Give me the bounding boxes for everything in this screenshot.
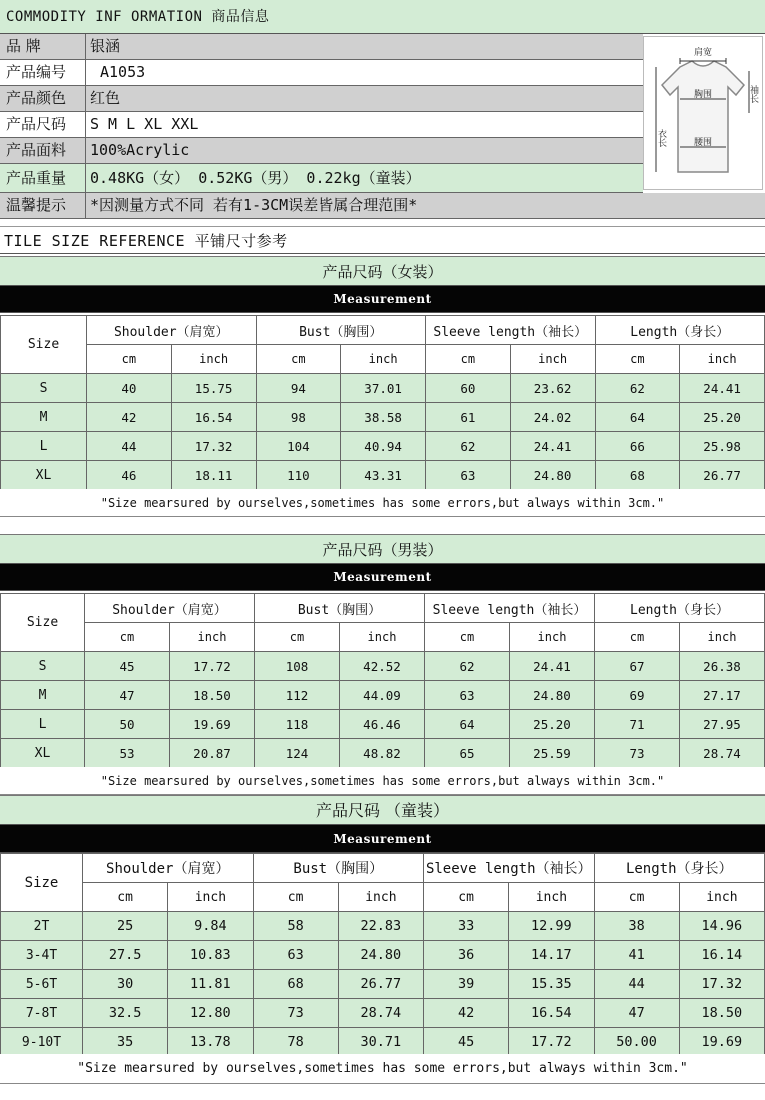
value-cell: 32.5: [83, 999, 168, 1028]
value-cell: 16.54: [509, 999, 594, 1028]
value-cell: 124: [255, 739, 340, 768]
unit-inch: inch: [679, 883, 764, 912]
value-cell: 48.82: [340, 739, 425, 768]
value-cell: 67: [595, 652, 680, 681]
value-cell: 17.72: [170, 652, 255, 681]
length-header: Length（身长）: [595, 316, 765, 345]
value-cell: 42: [87, 403, 172, 432]
value-cell: 27.5: [83, 941, 168, 970]
value-cell: 69: [595, 681, 680, 710]
value-cell: 94: [256, 374, 341, 403]
value-cell: 45: [85, 652, 170, 681]
value-cell: 63: [253, 941, 338, 970]
women-section-title: 产品尺码（女装）: [0, 256, 765, 286]
value-cell: 62: [426, 432, 511, 461]
size-cell: 3-4T: [1, 941, 83, 970]
size-cell: M: [1, 403, 87, 432]
kids-measure-note: "Size mearsured by ourselves,sometimes has some errors,but always within 3cm.": [0, 1054, 765, 1084]
value-cell: 33: [424, 912, 509, 941]
value-cell: 15.35: [509, 970, 594, 999]
sleeve-header: Sleeve length（袖长）: [425, 594, 595, 623]
value-cell: 62: [595, 374, 680, 403]
size-cell: XL: [1, 461, 87, 490]
value-cell: 43.31: [341, 461, 426, 490]
unit-inch: inch: [510, 345, 595, 374]
unit-cm: cm: [595, 345, 680, 374]
table-row: [1, 374, 765, 403]
men-measure-note: "Size mearsured by ourselves,sometimes has some errors,but always within 3cm.": [0, 767, 765, 795]
unit-cm: cm: [256, 345, 341, 374]
table-row: [1, 1028, 765, 1057]
value-cell: 25.20: [680, 403, 765, 432]
info-row-fabric: [0, 138, 643, 164]
value-cell: 44.09: [340, 681, 425, 710]
length-header: Length（身长）: [594, 854, 765, 883]
value-cell: 118: [255, 710, 340, 739]
bust-header: Bust（胸围）: [255, 594, 425, 623]
value-cell: 27.95: [680, 710, 765, 739]
value-cell: 58: [253, 912, 338, 941]
value-cell: 12.80: [168, 999, 253, 1028]
value-cell: 65: [425, 739, 510, 768]
unit-inch: inch: [680, 623, 765, 652]
table-row: [1, 681, 765, 710]
unit-cm: cm: [253, 883, 338, 912]
value-cell: 40.94: [341, 432, 426, 461]
value-cell: 64: [425, 710, 510, 739]
value-cell: 50: [85, 710, 170, 739]
value-cell: 50.00: [594, 1028, 679, 1057]
value-cell: 42: [424, 999, 509, 1028]
size-cell: L: [1, 710, 85, 739]
info-row-color: [0, 86, 643, 112]
value-cell: 30.71: [338, 1028, 423, 1057]
value-cell: 61: [426, 403, 511, 432]
size-cell: 5-6T: [1, 970, 83, 999]
diagram-label-sleeve: 袖长: [748, 85, 758, 103]
value-cell: 110: [256, 461, 341, 490]
men-section-title: 产品尺码（男装）: [0, 534, 765, 564]
size-header: Size: [1, 854, 83, 912]
value-cell: 16.14: [679, 941, 764, 970]
value-cell: 98: [256, 403, 341, 432]
value-cell: 60: [426, 374, 511, 403]
size-cell: 2T: [1, 912, 83, 941]
length-header: Length（身长）: [595, 594, 765, 623]
value-cell: 14.17: [509, 941, 594, 970]
diagram-label-shoulder: 肩宽: [693, 48, 713, 58]
value-cell: 13.78: [168, 1028, 253, 1057]
value-cell: 45: [424, 1028, 509, 1057]
table-row: [1, 970, 765, 999]
value-cell: 66: [595, 432, 680, 461]
info-row-weight: [0, 164, 643, 193]
value-cell: 28.74: [338, 999, 423, 1028]
size-cell: S: [1, 374, 87, 403]
value-cell: 12.99: [509, 912, 594, 941]
tshirt-icon: [644, 37, 762, 189]
table-row: [1, 941, 765, 970]
info-label: 温馨提示: [0, 193, 86, 218]
value-cell: 38.58: [341, 403, 426, 432]
info-value: A1053: [100, 63, 146, 81]
size-cell: 9-10T: [1, 1028, 83, 1057]
men-measurement-bar: Measurement: [0, 564, 765, 591]
unit-cm: cm: [87, 345, 172, 374]
unit-cm: cm: [83, 883, 168, 912]
value-cell: 73: [253, 999, 338, 1028]
size-header: Size: [1, 316, 87, 374]
value-cell: 16.54: [171, 403, 256, 432]
sleeve-header: Sleeve length（袖长）: [426, 316, 596, 345]
kids-rows: [1, 912, 765, 1057]
value-cell: 26.77: [338, 970, 423, 999]
value-cell: 68: [595, 461, 680, 490]
value-cell: 68: [253, 970, 338, 999]
unit-cm: cm: [425, 623, 510, 652]
info-label: 产品面料: [0, 138, 86, 163]
value-cell: 47: [85, 681, 170, 710]
kids-section-title: 产品尺码 （童装）: [0, 795, 765, 825]
value-cell: 28.74: [680, 739, 765, 768]
shoulder-header: Shoulder（肩宽）: [87, 316, 257, 345]
diagram-label-length: 衣长: [656, 129, 666, 147]
value-cell: 108: [255, 652, 340, 681]
table-row: [1, 912, 765, 941]
info-row-tip: [0, 193, 765, 219]
value-cell: 24.41: [510, 432, 595, 461]
value-cell: 24.41: [680, 374, 765, 403]
value-cell: 18.50: [679, 999, 764, 1028]
info-label: 品 牌: [0, 34, 86, 59]
value-cell: 20.87: [170, 739, 255, 768]
unit-inch: inch: [171, 345, 256, 374]
value-cell: 46: [87, 461, 172, 490]
info-label: 产品编号: [0, 60, 86, 85]
value-cell: 24.80: [510, 461, 595, 490]
unit-inch: inch: [510, 623, 595, 652]
value-cell: 63: [425, 681, 510, 710]
value-cell: 44: [87, 432, 172, 461]
shoulder-header: Shoulder（肩宽）: [83, 854, 254, 883]
size-cell: M: [1, 681, 85, 710]
value-cell: 47: [594, 999, 679, 1028]
size-header: Size: [1, 594, 85, 652]
unit-cm: cm: [424, 883, 509, 912]
value-cell: 25.59: [510, 739, 595, 768]
unit-cm: cm: [594, 883, 679, 912]
value-cell: 15.75: [171, 374, 256, 403]
table-row: [1, 739, 765, 768]
unit-cm: cm: [255, 623, 340, 652]
value-cell: 23.62: [510, 374, 595, 403]
women-size-table: [0, 315, 765, 490]
table-row: [1, 432, 765, 461]
value-cell: 18.50: [170, 681, 255, 710]
value-cell: 17.72: [509, 1028, 594, 1057]
info-label: 产品尺码: [0, 112, 86, 137]
unit-cm: cm: [595, 623, 680, 652]
value-cell: 24.02: [510, 403, 595, 432]
value-cell: 44: [594, 970, 679, 999]
value-cell: 14.96: [679, 912, 764, 941]
table-row: [1, 999, 765, 1028]
value-cell: 10.83: [168, 941, 253, 970]
value-cell: 25: [83, 912, 168, 941]
kids-measurement-bar: Measurement: [0, 825, 765, 853]
shoulder-header: Shoulder（肩宽）: [85, 594, 255, 623]
value-cell: 36: [424, 941, 509, 970]
value-cell: 9.84: [168, 912, 253, 941]
info-row-code: [0, 60, 643, 86]
value-cell: 26.77: [680, 461, 765, 490]
value-cell: 71: [595, 710, 680, 739]
unit-inch: inch: [340, 623, 425, 652]
info-row-brand: [0, 34, 643, 60]
value-cell: 22.83: [338, 912, 423, 941]
info-label: 产品颜色: [0, 86, 86, 111]
table-row: [1, 461, 765, 490]
value-cell: 24.80: [510, 681, 595, 710]
tile-size-reference-title: TILE SIZE REFERENCE 平铺尺寸参考: [0, 226, 765, 254]
value-cell: 104: [256, 432, 341, 461]
value-cell: 17.32: [171, 432, 256, 461]
size-cell: S: [1, 652, 85, 681]
men-rows: [1, 652, 765, 768]
diagram-label-waist: 腰围: [693, 138, 713, 148]
value-cell: 64: [595, 403, 680, 432]
value-cell: 19.69: [170, 710, 255, 739]
bust-header: Bust（胸围）: [253, 854, 424, 883]
unit-inch: inch: [341, 345, 426, 374]
kids-size-table: [0, 853, 765, 1057]
unit-inch: inch: [509, 883, 594, 912]
unit-inch: inch: [680, 345, 765, 374]
commodity-info-title: COMMODITY INF ORMATION 商品信息: [0, 0, 765, 34]
size-cell: 7-8T: [1, 999, 83, 1028]
value-cell: 42.52: [340, 652, 425, 681]
info-value: 银涵: [90, 37, 121, 55]
value-cell: 63: [426, 461, 511, 490]
value-cell: 26.38: [680, 652, 765, 681]
unit-cm: cm: [426, 345, 511, 374]
value-cell: 11.81: [168, 970, 253, 999]
unit-inch: inch: [338, 883, 423, 912]
women-measure-note: "Size mearsured by ourselves,sometimes has some errors,but always within 3cm.": [0, 489, 765, 517]
women-rows: [1, 374, 765, 490]
info-value: 红色: [90, 89, 121, 107]
table-row: [1, 652, 765, 681]
value-cell: 25.98: [680, 432, 765, 461]
value-cell: 18.11: [171, 461, 256, 490]
value-cell: 17.32: [679, 970, 764, 999]
info-value: 0.48KG（女） 0.52KG（男） 0.22kg（童装）: [90, 169, 421, 187]
value-cell: 41: [594, 941, 679, 970]
sleeve-header: Sleeve length（袖长）: [424, 854, 595, 883]
bust-header: Bust（胸围）: [256, 316, 426, 345]
value-cell: 112: [255, 681, 340, 710]
value-cell: 27.17: [680, 681, 765, 710]
size-cell: XL: [1, 739, 85, 768]
value-cell: 24.41: [510, 652, 595, 681]
men-size-table: [0, 593, 765, 768]
diagram-label-bust: 胸围: [693, 90, 713, 100]
value-cell: 19.69: [679, 1028, 764, 1057]
value-cell: 37.01: [341, 374, 426, 403]
unit-inch: inch: [168, 883, 253, 912]
info-label: 产品重量: [0, 164, 86, 192]
info-value: *因测量方式不同 若有1-3CM误差皆属合理范围*: [90, 196, 418, 214]
value-cell: 53: [85, 739, 170, 768]
value-cell: 25.20: [510, 710, 595, 739]
women-measurement-bar: Measurement: [0, 286, 765, 313]
value-cell: 30: [83, 970, 168, 999]
value-cell: 24.80: [338, 941, 423, 970]
info-row-sizes: [0, 112, 643, 138]
table-row: [1, 403, 765, 432]
value-cell: 38: [594, 912, 679, 941]
info-value: S M L XL XXL: [90, 115, 199, 133]
garment-measurement-diagram: [643, 36, 763, 190]
value-cell: 39: [424, 970, 509, 999]
unit-cm: cm: [85, 623, 170, 652]
info-value: 100%Acrylic: [90, 141, 190, 159]
size-cell: L: [1, 432, 87, 461]
value-cell: 62: [425, 652, 510, 681]
value-cell: 46.46: [340, 710, 425, 739]
value-cell: 73: [595, 739, 680, 768]
unit-inch: inch: [170, 623, 255, 652]
value-cell: 40: [87, 374, 172, 403]
table-row: [1, 710, 765, 739]
value-cell: 78: [253, 1028, 338, 1057]
value-cell: 35: [83, 1028, 168, 1057]
